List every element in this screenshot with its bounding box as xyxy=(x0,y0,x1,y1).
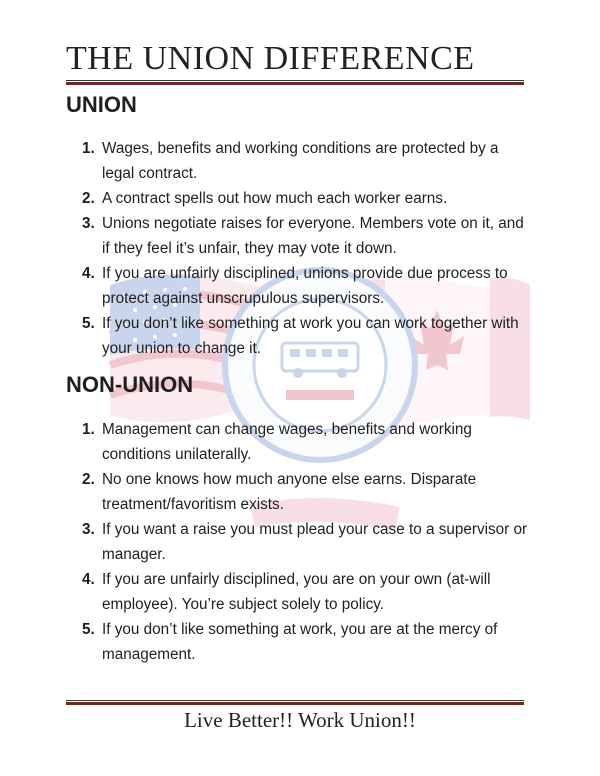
list-item xyxy=(82,617,530,667)
list-item xyxy=(82,517,530,567)
list-item xyxy=(82,211,530,261)
list-item xyxy=(82,261,530,311)
item-number: 1. xyxy=(82,140,95,157)
non-union-heading: NON-UNION xyxy=(66,372,194,397)
item-text: If you are unfairly disciplined, you are on your own (at-will employee). You’re subject solely to policy. xyxy=(102,571,491,613)
item-text: If you don’t like something at work you can work together with your union to change it. xyxy=(102,315,519,357)
list-item xyxy=(82,417,530,467)
list-item xyxy=(82,467,530,517)
footer-divider xyxy=(66,700,524,705)
document-title: THE UNION DIFFERENCE xyxy=(66,40,475,77)
item-text: If you are unfairly disciplined, unions provide due process to protect against unscrupulous supervisors. xyxy=(102,265,508,307)
item-text: If you don’t like something at work, you are at the mercy of management. xyxy=(102,621,498,663)
item-number: 2. xyxy=(82,190,95,207)
title-divider xyxy=(66,80,524,85)
item-number: 5. xyxy=(82,621,95,638)
item-number: 3. xyxy=(82,521,95,538)
list-item xyxy=(82,136,530,186)
non-union-list xyxy=(82,417,530,667)
item-number: 5. xyxy=(82,315,95,332)
item-text: No one knows how much anyone else earns. Disparate treatment/favoritism exists. xyxy=(102,471,477,513)
item-text: Wages, benefits and working conditions are protected by a legal contract. xyxy=(102,140,499,182)
union-heading: UNION xyxy=(66,92,137,117)
footer-slogan: Live Better!! Work Union!! xyxy=(184,708,416,732)
item-number: 3. xyxy=(82,215,95,232)
item-number: 4. xyxy=(82,571,95,588)
list-item xyxy=(82,311,530,361)
list-item xyxy=(82,567,530,617)
item-text: Unions negotiate raises for everyone. Members vote on it, and if they feel it’s unfair, they may vote it down. xyxy=(102,215,524,257)
item-text: If you want a raise you must plead your case to a supervisor or manager. xyxy=(102,521,528,563)
list-item xyxy=(82,186,530,211)
item-number: 2. xyxy=(82,471,95,488)
item-number: 4. xyxy=(82,265,95,282)
union-list xyxy=(82,136,530,361)
item-number: 1. xyxy=(82,421,95,438)
item-text: Management can change wages, benefits and working conditions unilaterally. xyxy=(102,421,472,463)
item-text: A contract spells out how much each worker earns. xyxy=(102,190,448,207)
